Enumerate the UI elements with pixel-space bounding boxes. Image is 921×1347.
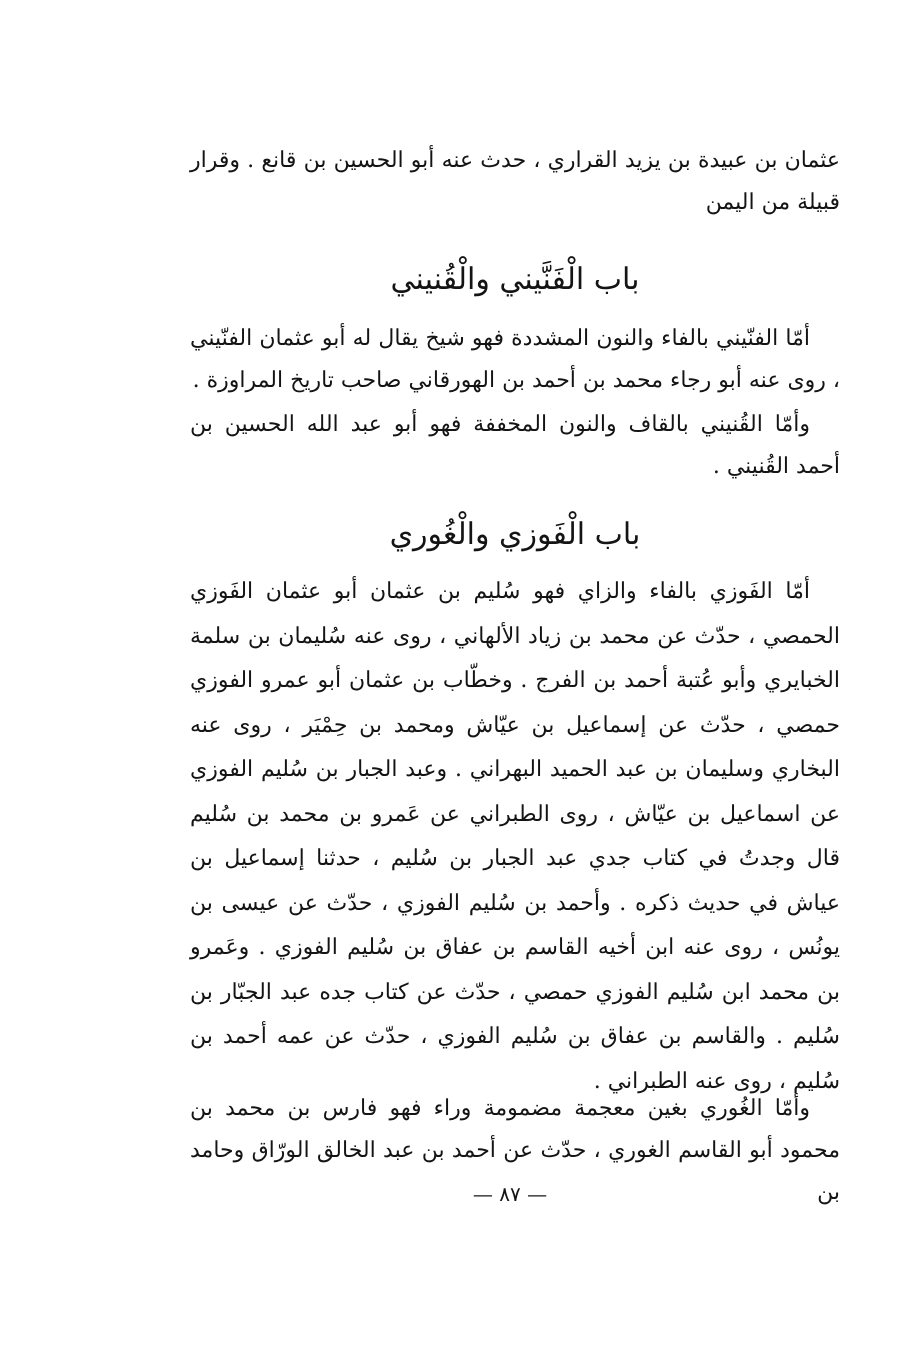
section-2-paragraph-1: أمّا الفَوزي بالفاء والزاي فهو سُليم بن عثمان أبو عثمان الفَوزي الحمصي ، حدّث عن محمد بن زياد الألهاني ، روى عنه سُليمان بن سلمة الخبايري وأبو عُتبة أحمد بن الفرج . وخطّاب بن عثمان أبو عمرو الفوزي حمصي ، حدّث عن إسماعيل بن عيّاش ومحمد بن حِمْيَر ، روى عنه البخاري وسليمان بن عبد الحميد البهراني . وعبد الجبار بن سُليم الفوزي عن اسماعيل بن عيّاش ، روى الطبراني عن عَمرو بن محمد بن سُليم قال وجدتُ في كتاب جدي عبد الجبار بن سُليم ، حدثنا إسماعيل بن عياش في حديث ذكره . وأحمد بن سُليم الفوزي ، حدّث عن عيسى بن يونُس ، روى عنه ابن أخيه القاسم بن عفاق بن سُليم الفوزي . وعَمرو بن محمد ابن سُليم الفوزي حمصي ، حدّث عن كتاب جده عبد الجبّار بن سُليم . والقاسم بن عفاق بن سُليم الفوزي ، حدّث عن عمه أحمد بن سُليم ، روى عنه الطبراني . [190,579,840,1094]
section-2-paragraph-2: وأمّا الغُوري بغين معجمة مضمومة وراء فهو فارس بن محمد بن محمود أبو القاسم الغوري ، حدّث عن أحمد بن عبد الخالق الورّاق وحامد بن [190,1096,840,1205]
intro-paragraph: عثمان بن عبيدة بن يزيد القراري ، حدث عنه أبو الحسين بن قانع . وقرار قبيلة من اليمن [190,148,840,215]
section-title-fawzi-ghuri: باب الْفَوزي والْغُوري [389,517,641,552]
section-1-paragraph-2: وأمّا القُنيني بالقاف والنون المخففة فهو أبو عبد الله الحسين بن أحمد القُنيني . [190,412,840,479]
page-number: — ٨٧ — [472,1182,548,1206]
section-1-paragraph-1: أمّا الفنّيني بالفاء والنون المشددة فهو شيخ يقال له أبو عثمان الفنّيني ، روى عنه أبو رجاء محمد بن أحمد بن الهورقاني صاحب تاريخ المراوزة . [190,326,840,393]
section-title-fanini-qunini: باب الْفَنَّيني والْقُنيني [390,262,640,297]
